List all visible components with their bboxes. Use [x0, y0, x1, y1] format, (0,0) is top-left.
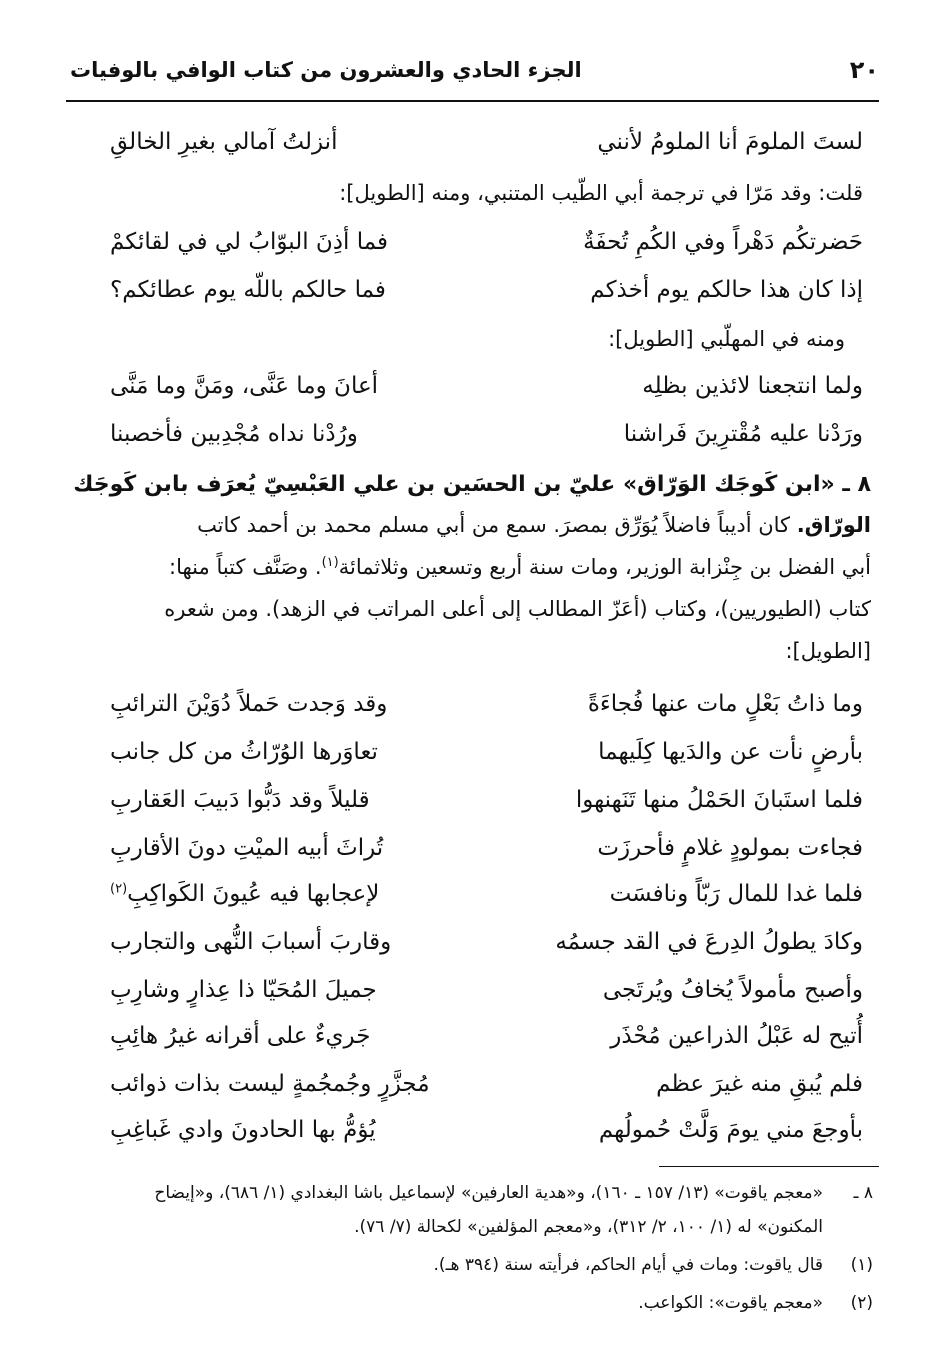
verse-first-hemistich: ولما انتجعنا لائذين بظلِه [642, 373, 863, 399]
verse-first-hemistich: إذا كان هذا حالكم يوم أخذكم [590, 277, 863, 303]
verse-second-hemistich: ورُدْنا نداه مُجْدِبين فأخصبنا [110, 421, 358, 447]
verse-first-hemistich: وما ذاتُ بَعْلٍ مات عنها فُجاءَةً [587, 691, 863, 717]
verse-line [110, 270, 863, 310]
intro-line: قلت: وقد مَرّا في ترجمة أبي الطّيب المتنبي، ومنه [الطويل]: [339, 181, 863, 205]
footnote-label: ٨ ـ [853, 1183, 873, 1203]
verse-line [110, 222, 863, 262]
verse-line [110, 780, 863, 820]
verse-second-hemistich: تعاوَرها الوُرّاثُ من كل جانب [110, 739, 378, 765]
verse-second-hemistich: أنزلتُ آمالي بغيرِ الخالقِ [110, 129, 338, 155]
verse-line [110, 1016, 863, 1056]
footnote-rule [659, 1166, 879, 1167]
verse-first-hemistich: حَضرتكُم دَهْراً وفي الكُمِ تُحفَةٌ [583, 229, 863, 255]
entry-text-line: كتاب (الطيوريين)، وكتاب (أعَزّ المطالب إلى أعلى المراتب في الزهد). ومن شعره [164, 597, 871, 621]
footnote-text: قال ياقوت: ومات في أيام الحاكم، فرأيته سنة (٣٩٤ هـ). [433, 1255, 823, 1275]
verse-second-hemistich: وقاربَ أسبابَ النُّهى والتجارب [110, 929, 392, 955]
verse-second-hemistich: جميلَ المُحَيّا ذا عِذارٍ وشارِبِ [110, 977, 377, 1003]
verse-first-hemistich: ورَدْنا عليه مُقْترِينَ فَراشنا [623, 421, 863, 447]
footnote-text: «معجم ياقوت» (١٣/ ١٥٧ ـ ١٦٠)، و«هدية العارفين» لإسماعيل باشا البغدادي (١/ ٦٨٦)، و«إيضاح [154, 1183, 823, 1203]
entry-text: كان أديباً فاضلاً يُوَرِّق بمصرَ. سمع من أبي مسلم محمد بن أحمد كاتب [197, 513, 797, 537]
entry-heading: ٨ ـ «ابن كَوجَك الوَرّاق» عليّ بن الحسَين بن علي العَبْسِيّ يُعرَف بابن كَوجَك [73, 472, 871, 497]
verse-second-hemistich: أعانَ وما عَنَّى، ومَنَّ وما مَنَّى [110, 373, 379, 399]
verse-first-hemistich: فلما استَبانَ الحَمْلُ منها تَنَهنهوا [575, 787, 863, 813]
verse-line [110, 922, 863, 962]
header-rule [66, 100, 879, 102]
verse-second-hemistich [110, 874, 379, 914]
verse-second-hemistich: جَريءٌ على أقرانه غيرُ هائِبِ [110, 1023, 371, 1049]
verse-line [110, 970, 863, 1010]
verse-second-hemistich: مُجزَّرٍ وجُمجُمةٍ ليست بذات ذوائب [110, 1071, 430, 1097]
verse-second-hemistich: يُؤمُّ بها الحادونَ وادي غَباغِبِ [110, 1117, 376, 1143]
verse-line [110, 366, 863, 406]
verse-line [110, 732, 863, 772]
footnote-label: (١) [850, 1255, 873, 1275]
running-title: الجزء الحادي والعشرون من كتاب الوافي بالوفيات [70, 58, 582, 82]
verse-line [110, 122, 863, 162]
page-number: ٢٠ [849, 56, 879, 84]
entry-text: . وصَنَّف كتباً منها: [169, 555, 322, 579]
verse-second-hemistich: وقد وَجدت حَملاً دُوَيْنَ الترائبِ [110, 691, 388, 717]
verse-second-hemistich: تُراثَ أبيه الميْتِ دونَ الأقاربِ [110, 835, 384, 861]
verse-line [110, 1110, 863, 1150]
entry-heading-continuation: الورّاق. [796, 513, 871, 537]
entry-text-line [72, 548, 871, 586]
footnote-label: (٢) [850, 1293, 873, 1313]
entry-text-line [72, 506, 871, 544]
entry-text-line: [الطويل]: [785, 639, 871, 663]
entry-text: أبي الفضل بن جِنْزابة الوزير، ومات سنة أربع وتسعين وثلاثمائة [338, 555, 871, 579]
verse-line [110, 874, 863, 914]
verse-first-hemistich: بأوجعَ مني يومَ وَلَّتْ حُمولُهم [598, 1117, 863, 1143]
verse-first-hemistich: وكادَ يطولُ الدِرعَ في القد جسمُه [555, 929, 863, 955]
verse-first-hemistich: فلم يُبقِ منه غيرَ عظم [656, 1071, 863, 1097]
running-header [70, 52, 879, 96]
verse-first-hemistich: فجاءت بمولودٍ غلامٍ فأحرزَت [597, 835, 863, 861]
footnote-ref-1[interactable]: (١) [321, 555, 339, 570]
footnote-text: «معجم ياقوت»: الكواعب. [638, 1293, 823, 1313]
verse-line [110, 1064, 863, 1104]
verse-text: لإعجابها فيه عُيونَ الكَواكِبِ [127, 881, 380, 907]
verse-first-hemistich: أُتيح له عَبْلُ الذراعين مُحْذَر [610, 1023, 863, 1049]
verse-second-hemistich: قليلاً وقد دَبُّوا دَبيبَ العَقاربِ [110, 787, 370, 813]
verse-line [110, 684, 863, 724]
verse-first-hemistich: لستَ الملومَ أنا الملومُ لأنني [597, 129, 863, 155]
verse-first-hemistich: وأصبح مأمولاً يُخافُ ويُرتَجى [602, 977, 863, 1003]
verse-line [110, 414, 863, 454]
verse-second-hemistich: فما أذِنَ البوّابُ لي في لقائكمْ [110, 229, 389, 255]
footnote-ref-2[interactable]: (٢) [110, 881, 128, 897]
intro-line: ومنه في المهلّبي [الطويل]: [608, 327, 845, 351]
verse-second-hemistich: فما حالكم باللّه يوم عطائكم؟ [110, 277, 386, 303]
verse-first-hemistich: بأرضٍ نأت عن والدَيها كِلَيهما [598, 739, 863, 765]
verse-first-hemistich: فلما غدا للمال رَبّاً ونافسَت [609, 881, 863, 907]
verse-line [110, 828, 863, 868]
footnote-continuation: المكنون» له (١/ ١٠٠، ٢/ ٣١٢)، و«معجم المؤلفين» لكحالة (٧/ ٧٦). [354, 1217, 823, 1237]
